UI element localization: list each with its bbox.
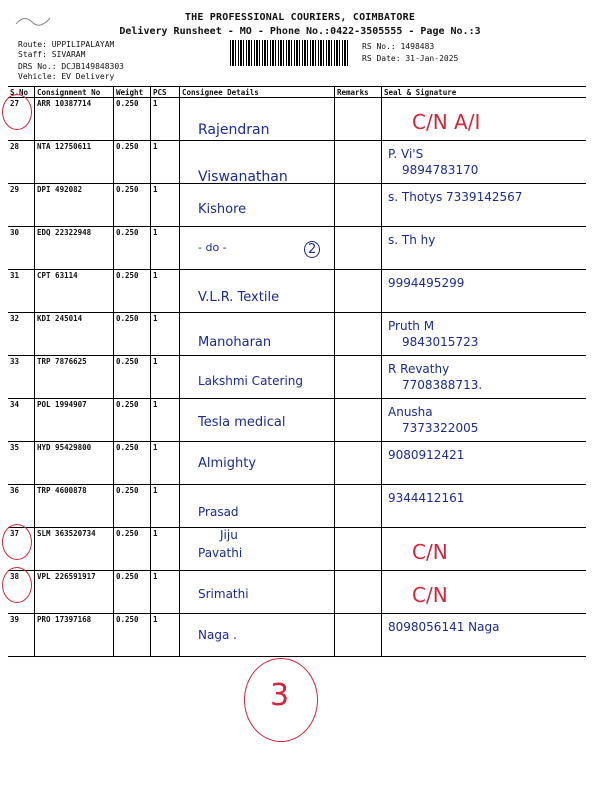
- cell-consignment-no: [35, 442, 114, 485]
- signature-handwriting: Pruth M: [388, 319, 435, 333]
- cell-pcs: [151, 313, 180, 356]
- cell-sno-text: 28: [10, 142, 20, 151]
- cell-remarks: [335, 399, 382, 442]
- cell-sno: [8, 614, 35, 657]
- signature-handwriting: s. Th hy: [388, 233, 436, 247]
- cell-consignee: [180, 98, 335, 141]
- signature-handwriting: R Revathy: [388, 362, 450, 376]
- company-title: THE PROFESSIONAL COURIERS, COIMBATORE: [184, 12, 416, 23]
- table-row: [8, 571, 586, 614]
- cell-weight: [114, 356, 151, 399]
- sno-circle-mark: [2, 524, 32, 560]
- cell-signature: [382, 356, 587, 399]
- cell-signature: [382, 184, 587, 227]
- signature-handwriting: 8098056141 Naga: [388, 620, 500, 634]
- consignee-handwriting-2: Pavathi: [198, 546, 243, 560]
- cell-weight-text: 0.250: [116, 142, 139, 151]
- cell-remarks: [335, 442, 382, 485]
- cell-consignment-no-text: HYD 95429800: [37, 443, 92, 452]
- cell-consignee: [180, 485, 335, 528]
- cell-weight-text: 0.250: [116, 529, 139, 538]
- runsheet-table: [8, 86, 586, 657]
- cell-signature: [382, 141, 587, 184]
- cell-sno: [8, 141, 35, 184]
- cell-pcs: [151, 98, 180, 141]
- cell-pcs-text: 1: [153, 615, 158, 624]
- cell-sno: [8, 399, 35, 442]
- cell-sno: [8, 227, 35, 270]
- consignee-handwriting: V.L.R. Textile: [198, 290, 280, 305]
- consignee-handwriting: Lakshmi Catering: [198, 374, 303, 388]
- cell-weight-text: 0.250: [116, 400, 139, 409]
- consignee-handwriting: Kishore: [198, 202, 247, 217]
- cell-pcs-text: 1: [153, 443, 158, 452]
- cell-weight: [114, 399, 151, 442]
- cell-sno: [8, 528, 35, 571]
- cell-weight-text: 0.250: [116, 99, 139, 108]
- cell-pcs-text: 1: [153, 529, 158, 538]
- cell-consignment-no-text: CPT 63114: [37, 271, 78, 280]
- consignee-handwriting: Almighty: [198, 456, 257, 471]
- cell-sno: [8, 571, 35, 614]
- cell-remarks: [335, 571, 382, 614]
- cell-signature: [382, 399, 587, 442]
- cell-signature: [382, 227, 587, 270]
- cell-sno-text: 29: [10, 185, 20, 194]
- cell-weight-text: 0.250: [116, 443, 139, 452]
- cell-consignment-no: [35, 270, 114, 313]
- cell-consignment-no-text: TRP 7876625: [37, 357, 87, 366]
- signature-phone: 7708388713.: [402, 378, 483, 392]
- cell-remarks: [335, 184, 382, 227]
- cell-consignment-no: [35, 571, 114, 614]
- staff-label: Staff: SIVARAM: [18, 50, 86, 59]
- cell-weight-text: 0.250: [116, 314, 139, 323]
- cell-consignment-no: [35, 141, 114, 184]
- signature-handwriting: 9080912421: [388, 448, 465, 462]
- cell-consignment-no-text: EDQ 22322948: [37, 228, 92, 237]
- cell-remarks: [335, 313, 382, 356]
- cell-sno-text: 27: [10, 99, 20, 108]
- cell-sno: [8, 442, 35, 485]
- cell-consignment-no: [35, 98, 114, 141]
- cell-consignee: [180, 442, 335, 485]
- col-sno: S.No: [8, 87, 35, 98]
- cell-pcs: [151, 184, 180, 227]
- cell-pcs-text: 1: [153, 572, 158, 581]
- cell-signature: [382, 98, 587, 141]
- signature-handwriting: 9994495299: [388, 276, 465, 290]
- col-signature: Seal & Signature: [382, 87, 587, 98]
- col-consignment: Consignment No: [35, 87, 114, 98]
- cell-consignee: [180, 227, 335, 270]
- cell-consignee: [180, 614, 335, 657]
- cell-remarks: [335, 98, 382, 141]
- table-row: [8, 270, 586, 313]
- cell-consignment-no: [35, 356, 114, 399]
- consignee-handwriting: Rajendran: [198, 122, 270, 138]
- cell-signature: [382, 571, 587, 614]
- cell-remarks: [335, 485, 382, 528]
- cell-weight: [114, 485, 151, 528]
- cell-pcs-text: 1: [153, 142, 158, 151]
- cell-consignee: [180, 313, 335, 356]
- cell-pcs-text: 1: [153, 185, 158, 194]
- cell-consignment-no: [35, 614, 114, 657]
- rs-number: RS No.: 1498483: [362, 42, 435, 51]
- table-row: [8, 442, 586, 485]
- consignee-handwriting: Srimathi: [198, 587, 249, 601]
- signature-phone: 9894783170: [402, 163, 479, 177]
- cell-consignee: [180, 270, 335, 313]
- consignee-handwriting: Naga .: [198, 628, 237, 642]
- cell-pcs-text: 1: [153, 99, 158, 108]
- cell-remarks: [335, 614, 382, 657]
- cell-sno-text: 33: [10, 357, 20, 366]
- col-pcs: PCS: [151, 87, 180, 98]
- cell-sno-text: 32: [10, 314, 20, 323]
- signature-handwriting: C/N A/I: [412, 110, 481, 134]
- cell-signature: [382, 270, 587, 313]
- table-header-row: [8, 87, 586, 98]
- cell-pcs: [151, 270, 180, 313]
- vehicle-label: Vehicle: EV Delivery: [18, 72, 115, 81]
- cell-signature: [382, 614, 587, 657]
- table-row: [8, 356, 586, 399]
- cell-signature: [382, 528, 587, 571]
- cell-pcs-text: 1: [153, 271, 158, 280]
- cell-weight: [114, 141, 151, 184]
- cell-weight-text: 0.250: [116, 185, 139, 194]
- cell-pcs-text: 1: [153, 228, 158, 237]
- cell-sno-text: 36: [10, 486, 20, 495]
- cell-consignment-no: [35, 528, 114, 571]
- cell-consignment-no-text: DPI 492082: [37, 185, 83, 194]
- col-remarks: Remarks: [335, 87, 382, 98]
- signature-phone: 7373322005: [402, 421, 479, 435]
- cell-consignment-no: [35, 227, 114, 270]
- signature-handwriting: P. Vi'S: [388, 147, 424, 161]
- cell-weight-text: 0.250: [116, 271, 139, 280]
- cell-remarks: [335, 356, 382, 399]
- consignee-handwriting: Viswanathan: [198, 169, 288, 185]
- cell-remarks: [335, 141, 382, 184]
- cell-consignment-no-text: POL 1994907: [37, 400, 87, 409]
- runsheet-line: Delivery Runsheet - MO - Phone No.:0422-3505555 - Page No.:3: [119, 26, 481, 37]
- cell-consignee: [180, 528, 335, 571]
- cell-remarks: [335, 528, 382, 571]
- cell-pcs-text: 1: [153, 486, 158, 495]
- cell-pcs: [151, 442, 180, 485]
- cell-pcs: [151, 614, 180, 657]
- cell-weight: [114, 227, 151, 270]
- cell-consignment-no: [35, 485, 114, 528]
- table-row: [8, 399, 586, 442]
- cell-pcs-text: 1: [153, 314, 158, 323]
- cell-consignment-no-text: TRP 4600878: [37, 486, 87, 495]
- cell-consignee: [180, 141, 335, 184]
- signature-handwriting: C/N: [412, 540, 448, 564]
- signature-handwriting: Anusha: [388, 405, 433, 419]
- cell-pcs: [151, 571, 180, 614]
- consignee-handwriting: Tesla medical: [198, 415, 286, 430]
- cell-consignment-no-text: NTA 12750611: [37, 142, 92, 151]
- sno-circle-mark: [2, 94, 32, 130]
- col-weight: Weight: [114, 87, 151, 98]
- cell-consignment-no-text: SLM 363520734: [37, 529, 96, 538]
- cell-consignee: [180, 571, 335, 614]
- cell-pcs: [151, 227, 180, 270]
- cell-weight: [114, 442, 151, 485]
- cell-sno-text: 39: [10, 615, 20, 624]
- table-row: [8, 184, 586, 227]
- cell-weight: [114, 571, 151, 614]
- cell-weight-text: 0.250: [116, 486, 139, 495]
- table-row: [8, 227, 586, 270]
- side-mark: 2: [304, 241, 320, 258]
- cell-pcs: [151, 485, 180, 528]
- cell-weight: [114, 313, 151, 356]
- cell-sno: [8, 485, 35, 528]
- signature-handwriting: 9344412161: [388, 491, 465, 505]
- consignee-handwriting: - do -: [198, 241, 227, 254]
- cell-weight: [114, 184, 151, 227]
- cell-pcs: [151, 528, 180, 571]
- cell-sno-text: 35: [10, 443, 20, 452]
- cell-sno-text: 30: [10, 228, 20, 237]
- cell-signature: [382, 485, 587, 528]
- cell-sno: [8, 356, 35, 399]
- barcode: [230, 40, 350, 66]
- cell-weight: [114, 270, 151, 313]
- sno-circle-mark: [2, 567, 32, 603]
- cell-signature: [382, 313, 587, 356]
- consignee-handwriting: Manoharan: [198, 335, 272, 350]
- cell-consignment-no-text: PRO 17397168: [37, 615, 92, 624]
- cell-sno: [8, 184, 35, 227]
- cell-consignment-no-text: KDI 245014: [37, 314, 83, 323]
- table-row: [8, 614, 586, 657]
- table-row: [8, 98, 586, 141]
- table-row: [8, 485, 586, 528]
- cell-consignee: [180, 184, 335, 227]
- cell-pcs: [151, 141, 180, 184]
- cell-signature: [382, 442, 587, 485]
- consignee-handwriting: Prasad: [198, 505, 239, 519]
- cell-weight-text: 0.250: [116, 615, 139, 624]
- cell-weight: [114, 528, 151, 571]
- table-row: [8, 313, 586, 356]
- cell-sno: [8, 313, 35, 356]
- cell-consignment-no: [35, 313, 114, 356]
- cell-weight: [114, 614, 151, 657]
- cell-sno-text: 34: [10, 400, 20, 409]
- cell-weight-text: 0.250: [116, 357, 139, 366]
- rs-date: RS Date: 31-Jan-2025: [362, 54, 459, 63]
- cell-weight: [114, 98, 151, 141]
- cell-sno-text: 38: [10, 572, 20, 581]
- cell-sno: [8, 270, 35, 313]
- consignee-handwriting: Jiju: [220, 528, 238, 542]
- table-row: [8, 141, 586, 184]
- route-label: Route: UPPILIPALAYAM: [18, 40, 115, 49]
- signature-phone: 9843015723: [402, 335, 479, 349]
- col-consignee: Consignee Details: [180, 87, 335, 98]
- cell-pcs-text: 1: [153, 400, 158, 409]
- cell-sno: [8, 98, 35, 141]
- cell-consignee: [180, 399, 335, 442]
- cell-pcs-text: 1: [153, 357, 158, 366]
- cell-consignment-no: [35, 184, 114, 227]
- signature-handwriting: s. Thotys 7339142567: [388, 190, 523, 204]
- cell-pcs: [151, 399, 180, 442]
- cell-consignee: [180, 356, 335, 399]
- table-row: [8, 528, 586, 571]
- cell-sno-text: 31: [10, 271, 20, 280]
- cell-consignment-no-text: VPL 226591917: [37, 572, 96, 581]
- drs-label: DRS No.: DCJB149848303: [18, 62, 124, 71]
- cell-consignment-no: [35, 399, 114, 442]
- cell-remarks: [335, 227, 382, 270]
- cell-weight-text: 0.250: [116, 228, 139, 237]
- cell-weight-text: 0.250: [116, 572, 139, 581]
- cell-consignment-no-text: ARR 10387714: [37, 99, 92, 108]
- cell-pcs: [151, 356, 180, 399]
- page-mark: 3: [270, 678, 290, 713]
- cell-sno-text: 37: [10, 529, 20, 538]
- cell-remarks: [335, 270, 382, 313]
- signature-handwriting: C/N: [412, 583, 448, 607]
